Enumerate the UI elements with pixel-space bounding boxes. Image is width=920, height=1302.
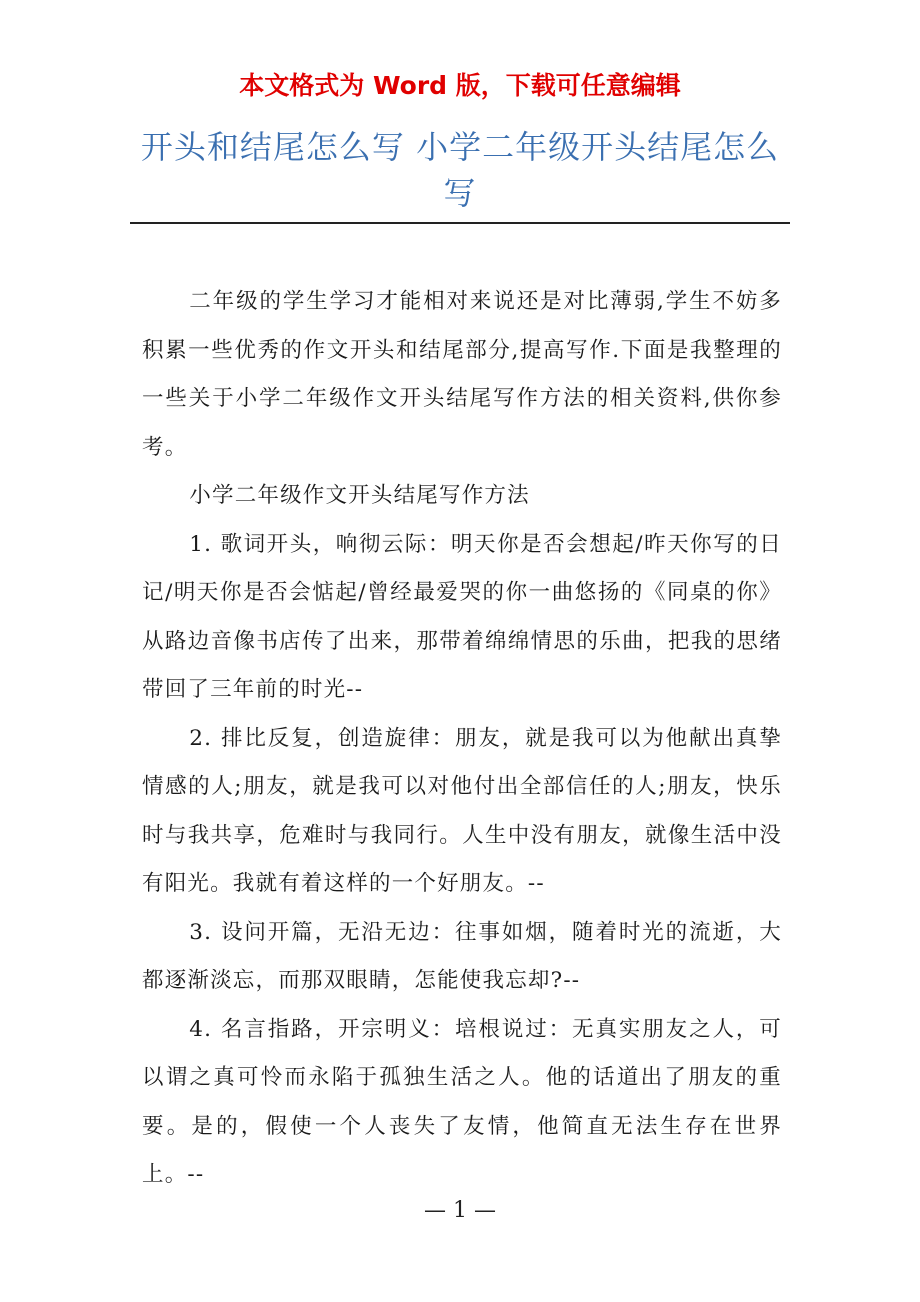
title-divider	[130, 222, 790, 224]
method-item-2: 2. 排比反复，创造旋律：朋友，就是我可以为他献出真挚情感的人;朋友，就是我可以对他付出全部信任的人;朋友，快乐时与我共享，危难时与我同行。人生中没有朋友，就像生活中没有阳光。我就有着这样的一个好朋友。--	[142, 725, 782, 896]
page-number: — 1 —	[424, 1198, 496, 1223]
format-notice: 本文格式为 Word 版，下载可任意编辑	[239, 71, 681, 100]
section-heading: 小学二年级作文开头结尾写作方法	[189, 483, 530, 508]
method-item-1: 1. 歌词开头，响彻云际：明天你是否会想起/昨天你写的日记/明天你是否会惦起/曾经最爱哭的你一曲悠扬的《同桌的你》从路边音像书店传了出来，那带着绵绵情思的乐曲，把我的思绪带回了三年前的时光--	[142, 531, 782, 702]
document-title: 开头和结尾怎么写 小学二年级开头结尾怎么写	[140, 128, 780, 212]
method-item-4: 4. 名言指路，开宗明义：培根说过：无真实朋友之人，可以谓之真可怜而永陷于孤独生活之人。他的话道出了朋友的重要。是的，假使一个人丧失了友情，他简直无法生存在世界上。--	[142, 1016, 782, 1187]
intro-paragraph: 二年级的学生学习才能相对来说还是对比薄弱,学生不妨多积累一些优秀的作文开头和结尾部分,提高写作.下面是我整理的一些关于小学二年级作文开头结尾写作方法的相关资料,供你参考。	[142, 289, 782, 460]
method-item-3: 3. 设问开篇，无沿无边：往事如烟，随着时光的流逝，大都逐渐淡忘，而那双眼睛，怎能使我忘却?--	[142, 919, 782, 993]
document-body	[142, 278, 782, 1200]
